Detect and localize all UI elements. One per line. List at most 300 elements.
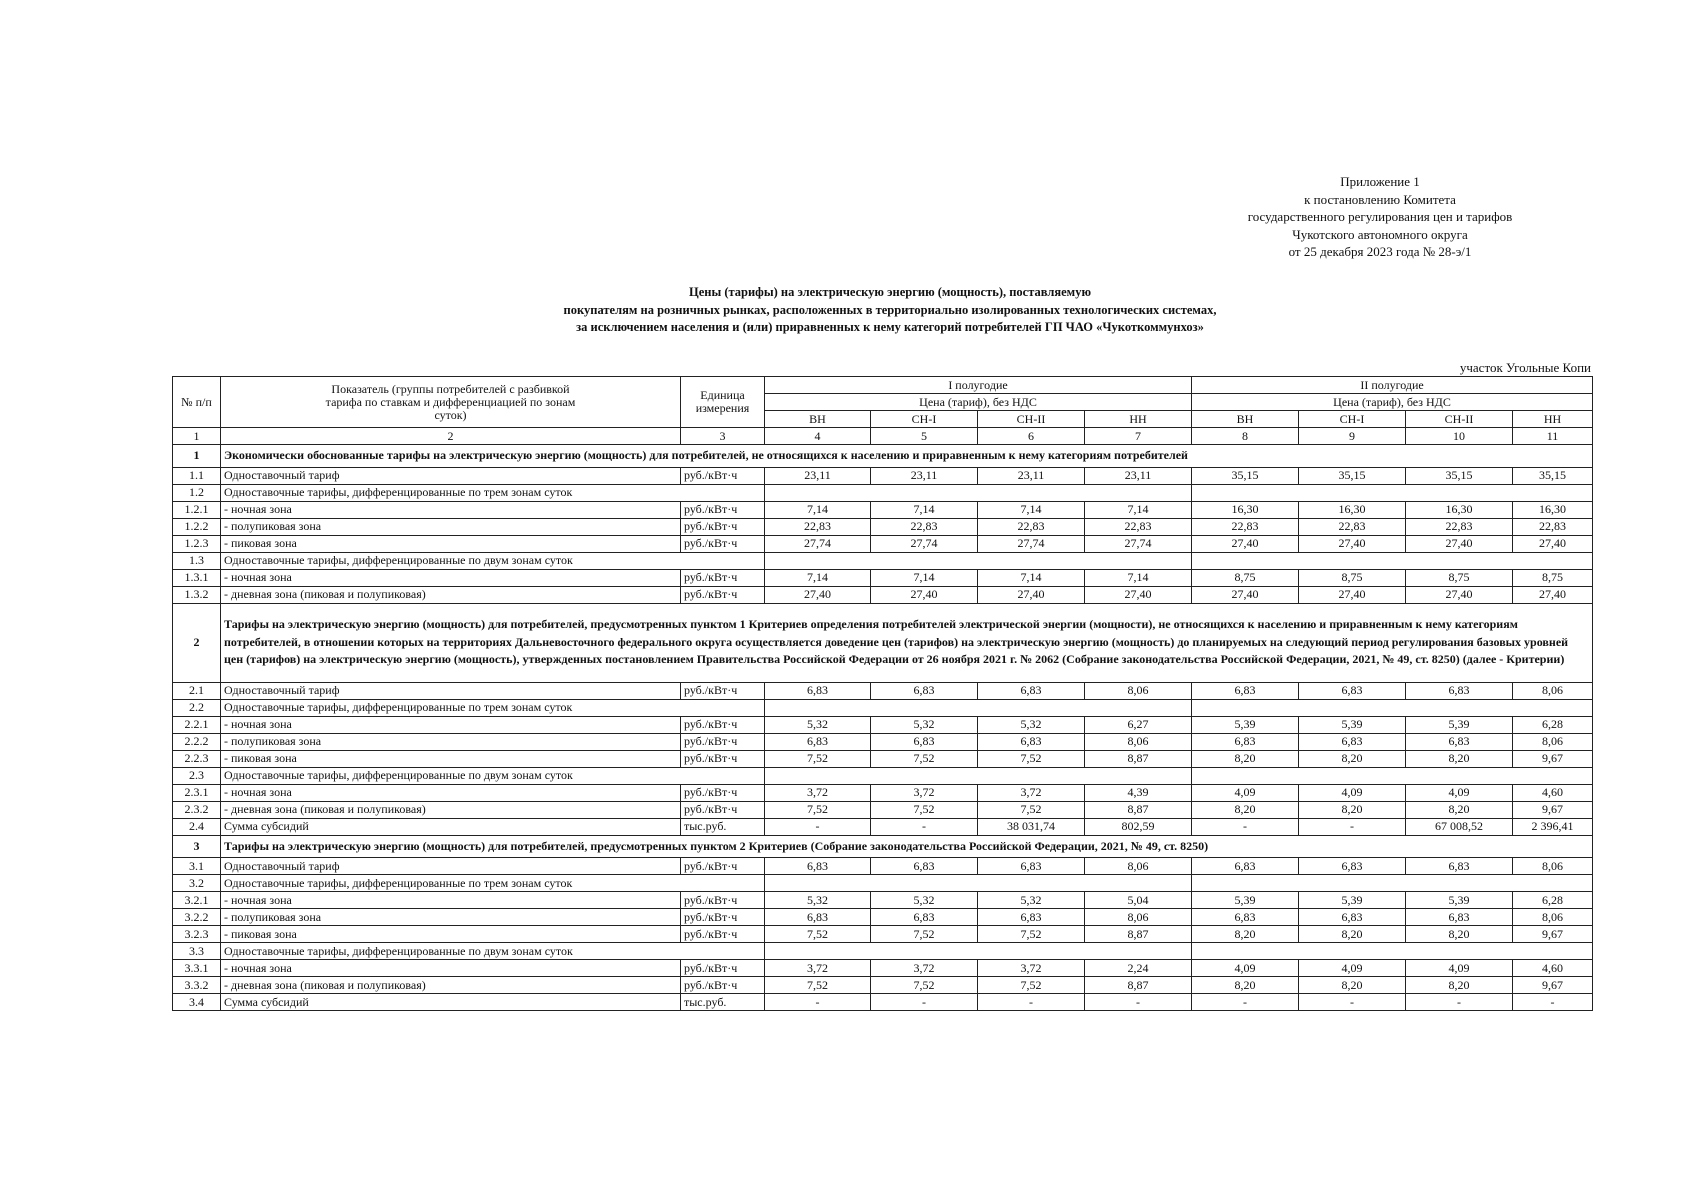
table-row bbox=[173, 818, 1593, 835]
column-number: 7 bbox=[1085, 428, 1192, 445]
row-indicator: Сумма субсидий bbox=[221, 818, 681, 835]
value-cell: 27,40 bbox=[765, 586, 871, 603]
appendix-block bbox=[1220, 173, 1540, 261]
value-cell: 8,06 bbox=[1513, 682, 1593, 699]
table-row bbox=[173, 960, 1593, 977]
row-number: 1.2.1 bbox=[173, 501, 221, 518]
row-unit: руб./кВт·ч bbox=[681, 909, 765, 926]
value-cell: - bbox=[765, 818, 871, 835]
value-cell: 27,74 bbox=[978, 535, 1085, 552]
value-cell: 8,75 bbox=[1406, 569, 1513, 586]
value-cell: 3,72 bbox=[871, 784, 978, 801]
row-number: 3.4 bbox=[173, 994, 221, 1011]
row-number: 3.2.3 bbox=[173, 926, 221, 943]
table-row bbox=[173, 733, 1593, 750]
value-cell: 2,24 bbox=[1085, 960, 1192, 977]
value-cell: 9,67 bbox=[1513, 801, 1593, 818]
value-cell: 4,09 bbox=[1406, 784, 1513, 801]
table-row bbox=[173, 716, 1593, 733]
row-unit: руб./кВт·ч bbox=[681, 892, 765, 909]
value-cell: 5,32 bbox=[765, 716, 871, 733]
row-indicator: - ночная зона bbox=[221, 716, 681, 733]
value-cell: 7,14 bbox=[871, 569, 978, 586]
value-cell: 8,87 bbox=[1085, 926, 1192, 943]
value-cell: 8,20 bbox=[1192, 977, 1299, 994]
value-cell: 7,52 bbox=[978, 977, 1085, 994]
row-unit: руб./кВт·ч bbox=[681, 501, 765, 518]
row-indicator: Одноставочный тариф bbox=[221, 467, 681, 484]
appendix-line: Приложение 1 bbox=[1340, 174, 1420, 189]
section-heading: Экономически обоснованные тарифы на электрическую энергию (мощность) для потребителей, не относящихся к населению и приравненным к нему категориям потребителей bbox=[221, 445, 1593, 468]
header-unit: Единица измерения bbox=[681, 377, 765, 428]
row-indicator: Одноставочные тарифы, дифференцированные по двум зонам суток bbox=[221, 767, 681, 784]
row-number: 1.2 bbox=[173, 484, 221, 501]
value-cell: 22,83 bbox=[871, 518, 978, 535]
value-cell: 7,52 bbox=[978, 750, 1085, 767]
header-level: СН-II bbox=[1406, 411, 1513, 428]
value-cell: 27,40 bbox=[1192, 586, 1299, 603]
column-number: 6 bbox=[978, 428, 1085, 445]
table-row bbox=[173, 784, 1593, 801]
value-cell: 7,52 bbox=[978, 801, 1085, 818]
value-cell: 7,52 bbox=[978, 926, 1085, 943]
value-cell: 8,20 bbox=[1299, 977, 1406, 994]
value-cell: 8,20 bbox=[1406, 801, 1513, 818]
row-number: 3.3 bbox=[173, 943, 221, 960]
header-level: НН bbox=[1085, 411, 1192, 428]
value-cell: 6,83 bbox=[871, 858, 978, 875]
value-cell: 7,14 bbox=[978, 569, 1085, 586]
value-cell: 7,14 bbox=[765, 501, 871, 518]
group-row bbox=[173, 875, 1593, 892]
value-cell: 7,52 bbox=[765, 750, 871, 767]
table-row bbox=[173, 994, 1593, 1011]
table-row bbox=[173, 909, 1593, 926]
row-unit bbox=[681, 552, 765, 569]
value-cell: 5,39 bbox=[1299, 892, 1406, 909]
header-half-1: I полугодие bbox=[765, 377, 1192, 394]
value-cell: 8,20 bbox=[1299, 801, 1406, 818]
row-indicator: - ночная зона bbox=[221, 501, 681, 518]
value-cell: 8,20 bbox=[1406, 977, 1513, 994]
value-cell: 27,40 bbox=[1192, 535, 1299, 552]
value-cell: 7,14 bbox=[1085, 501, 1192, 518]
value-cell: 16,30 bbox=[1299, 501, 1406, 518]
value-cell: 6,83 bbox=[1406, 733, 1513, 750]
value-cell: - bbox=[1192, 818, 1299, 835]
row-unit bbox=[681, 699, 765, 716]
column-number: 10 bbox=[1406, 428, 1513, 445]
row-indicator: Одноставочный тариф bbox=[221, 682, 681, 699]
value-cell: 4,09 bbox=[1406, 960, 1513, 977]
row-unit: руб./кВт·ч bbox=[681, 586, 765, 603]
row-indicator: Одноставочные тарифы, дифференцированные по трем зонам суток bbox=[221, 875, 681, 892]
document-title bbox=[420, 284, 1360, 337]
row-number: 2.3.1 bbox=[173, 784, 221, 801]
value-cell: 8,06 bbox=[1513, 909, 1593, 926]
value-cell: 22,83 bbox=[1085, 518, 1192, 535]
row-empty bbox=[1192, 767, 1593, 784]
appendix-line: Чукотского автономного округа bbox=[1292, 226, 1468, 242]
header-level: ВН bbox=[1192, 411, 1299, 428]
table-row bbox=[173, 518, 1593, 535]
row-indicator: - ночная зона bbox=[221, 892, 681, 909]
row-unit: руб./кВт·ч bbox=[681, 535, 765, 552]
group-row bbox=[173, 943, 1593, 960]
row-indicator: - дневная зона (пиковая и полупиковая) bbox=[221, 801, 681, 818]
value-cell: 7,52 bbox=[765, 926, 871, 943]
value-cell: 22,83 bbox=[1513, 518, 1593, 535]
value-cell: 8,20 bbox=[1299, 750, 1406, 767]
row-indicator: Одноставочные тарифы, дифференцированные по трем зонам суток bbox=[221, 484, 681, 501]
value-cell: 16,30 bbox=[1406, 501, 1513, 518]
value-cell: 5,39 bbox=[1192, 716, 1299, 733]
row-indicator: - пиковая зона bbox=[221, 535, 681, 552]
row-number: 3.2 bbox=[173, 875, 221, 892]
value-cell: - bbox=[1299, 818, 1406, 835]
row-empty bbox=[765, 699, 1192, 716]
value-cell: 6,83 bbox=[1299, 858, 1406, 875]
row-empty bbox=[765, 767, 1192, 784]
value-cell: 6,28 bbox=[1513, 892, 1593, 909]
value-cell: 9,67 bbox=[1513, 926, 1593, 943]
value-cell: 5,32 bbox=[978, 892, 1085, 909]
title-line: Цены (тарифы) на электрическую энергию (мощность), поставляемую bbox=[688, 285, 1092, 299]
header-num: № п/п bbox=[173, 377, 221, 428]
value-cell: 6,83 bbox=[1192, 858, 1299, 875]
table-row bbox=[173, 926, 1593, 943]
row-unit bbox=[681, 943, 765, 960]
row-indicator: Сумма субсидий bbox=[221, 994, 681, 1011]
header-row bbox=[173, 377, 1593, 394]
row-number: 2.4 bbox=[173, 818, 221, 835]
value-cell: 3,72 bbox=[978, 960, 1085, 977]
column-number: 9 bbox=[1299, 428, 1406, 445]
value-cell: 7,14 bbox=[871, 501, 978, 518]
value-cell: 5,32 bbox=[871, 716, 978, 733]
value-cell: 6,83 bbox=[871, 682, 978, 699]
header-level: СН-I bbox=[871, 411, 978, 428]
value-cell: 4,09 bbox=[1192, 960, 1299, 977]
value-cell: 9,67 bbox=[1513, 977, 1593, 994]
row-unit: руб./кВт·ч bbox=[681, 716, 765, 733]
value-cell: 8,06 bbox=[1085, 682, 1192, 699]
value-cell: 6,83 bbox=[1299, 909, 1406, 926]
table-row bbox=[173, 858, 1593, 875]
value-cell: 3,72 bbox=[765, 960, 871, 977]
value-cell: - bbox=[871, 994, 978, 1011]
row-indicator: - пиковая зона bbox=[221, 750, 681, 767]
table-row bbox=[173, 892, 1593, 909]
value-cell: 7,52 bbox=[871, 977, 978, 994]
value-cell: 23,11 bbox=[978, 467, 1085, 484]
value-cell: 6,83 bbox=[1406, 909, 1513, 926]
row-unit: руб./кВт·ч bbox=[681, 926, 765, 943]
row-unit: руб./кВт·ч bbox=[681, 977, 765, 994]
row-number: 1.1 bbox=[173, 467, 221, 484]
value-cell: 3,72 bbox=[765, 784, 871, 801]
column-number-row bbox=[173, 428, 1593, 445]
row-number: 3.3.2 bbox=[173, 977, 221, 994]
value-cell: 22,83 bbox=[1299, 518, 1406, 535]
title-line: покупателям на розничных рынках, расположенных в территориально изолированных технологических системах, bbox=[563, 302, 1217, 317]
section-row bbox=[173, 835, 1593, 858]
column-number: 3 bbox=[681, 428, 765, 445]
table-row bbox=[173, 569, 1593, 586]
value-cell: 6,83 bbox=[978, 733, 1085, 750]
row-number: 2.2.1 bbox=[173, 716, 221, 733]
column-number: 2 bbox=[221, 428, 681, 445]
value-cell: 27,40 bbox=[1513, 535, 1593, 552]
appendix-line: к постановлению Комитета bbox=[1304, 191, 1456, 207]
value-cell: - bbox=[871, 818, 978, 835]
row-number: 3 bbox=[173, 835, 221, 858]
appendix-line: от 25 декабря 2023 года № 28-э/1 bbox=[1288, 244, 1472, 259]
row-indicator: - ночная зона bbox=[221, 784, 681, 801]
column-number: 1 bbox=[173, 428, 221, 445]
group-row bbox=[173, 484, 1593, 501]
table-row bbox=[173, 682, 1593, 699]
value-cell: 27,74 bbox=[871, 535, 978, 552]
value-cell: 9,67 bbox=[1513, 750, 1593, 767]
value-cell: 8,87 bbox=[1085, 977, 1192, 994]
row-unit: тыс.руб. bbox=[681, 994, 765, 1011]
value-cell: 8,06 bbox=[1085, 733, 1192, 750]
value-cell: 7,14 bbox=[765, 569, 871, 586]
row-indicator: - дневная зона (пиковая и полупиковая) bbox=[221, 586, 681, 603]
header-half-2: II полугодие bbox=[1192, 377, 1593, 394]
row-empty bbox=[765, 875, 1192, 892]
table-row bbox=[173, 467, 1593, 484]
header-price-1: Цена (тариф), без НДС bbox=[765, 394, 1192, 411]
value-cell: 23,11 bbox=[1085, 467, 1192, 484]
value-cell: - bbox=[1085, 994, 1192, 1011]
row-indicator: - полупиковая зона bbox=[221, 909, 681, 926]
row-indicator: Одноставочные тарифы, дифференцированные по двум зонам суток bbox=[221, 943, 681, 960]
value-cell: 5,32 bbox=[978, 716, 1085, 733]
row-unit: руб./кВт·ч bbox=[681, 733, 765, 750]
row-indicator: - ночная зона bbox=[221, 569, 681, 586]
value-cell: 35,15 bbox=[1406, 467, 1513, 484]
value-cell: 4,60 bbox=[1513, 960, 1593, 977]
row-number: 1 bbox=[173, 445, 221, 468]
group-row bbox=[173, 767, 1593, 784]
value-cell: 5,39 bbox=[1406, 892, 1513, 909]
value-cell: 802,59 bbox=[1085, 818, 1192, 835]
value-cell: 8,75 bbox=[1299, 569, 1406, 586]
value-cell: 6,83 bbox=[765, 858, 871, 875]
section-row bbox=[173, 603, 1593, 682]
value-cell: 27,40 bbox=[1299, 535, 1406, 552]
value-cell: 6,83 bbox=[978, 682, 1085, 699]
row-unit: руб./кВт·ч bbox=[681, 801, 765, 818]
title-line: за исключением населения и (или) приравненных к нему категорий потребителей ГП ЧАО «Чукоткоммунхоз» bbox=[576, 320, 1204, 334]
value-cell: 4,09 bbox=[1299, 784, 1406, 801]
row-empty bbox=[1192, 943, 1593, 960]
value-cell: 6,27 bbox=[1085, 716, 1192, 733]
value-cell: 4,39 bbox=[1085, 784, 1192, 801]
value-cell: 22,83 bbox=[978, 518, 1085, 535]
value-cell: 7,52 bbox=[871, 750, 978, 767]
value-cell: 4,60 bbox=[1513, 784, 1593, 801]
value-cell: 16,30 bbox=[1192, 501, 1299, 518]
row-number: 3.3.1 bbox=[173, 960, 221, 977]
value-cell: 8,75 bbox=[1513, 569, 1593, 586]
value-cell: 5,39 bbox=[1406, 716, 1513, 733]
tariff-table bbox=[172, 376, 1593, 1011]
value-cell: 6,83 bbox=[1299, 733, 1406, 750]
value-cell: 8,87 bbox=[1085, 750, 1192, 767]
row-unit: руб./кВт·ч bbox=[681, 858, 765, 875]
value-cell: 4,09 bbox=[1192, 784, 1299, 801]
value-cell: 38 031,74 bbox=[978, 818, 1085, 835]
value-cell: 35,15 bbox=[1192, 467, 1299, 484]
value-cell: - bbox=[978, 994, 1085, 1011]
header-level: ВН bbox=[765, 411, 871, 428]
value-cell: 27,40 bbox=[978, 586, 1085, 603]
value-cell: 35,15 bbox=[1513, 467, 1593, 484]
value-cell: 22,83 bbox=[765, 518, 871, 535]
value-cell: 8,20 bbox=[1192, 801, 1299, 818]
value-cell: 8,06 bbox=[1085, 858, 1192, 875]
value-cell: 6,83 bbox=[1406, 858, 1513, 875]
value-cell: 7,52 bbox=[871, 801, 978, 818]
value-cell: 8,06 bbox=[1085, 909, 1192, 926]
column-number: 4 bbox=[765, 428, 871, 445]
row-number: 3.1 bbox=[173, 858, 221, 875]
row-number: 2.3.2 bbox=[173, 801, 221, 818]
value-cell: 8,20 bbox=[1406, 926, 1513, 943]
value-cell: 6,83 bbox=[1192, 682, 1299, 699]
value-cell: 6,83 bbox=[1406, 682, 1513, 699]
value-cell: 16,30 bbox=[1513, 501, 1593, 518]
table-row bbox=[173, 586, 1593, 603]
row-unit bbox=[681, 875, 765, 892]
value-cell: 23,11 bbox=[871, 467, 978, 484]
section-heading: Тарифы на электрическую энергию (мощность) для потребителей, предусмотренных пунктом 2 Критериев (Собрание законодательства Российской Федерации, 2021, № 49, ст. 8250) bbox=[221, 835, 1593, 858]
row-number: 1.2.3 bbox=[173, 535, 221, 552]
header-level: СН-II bbox=[978, 411, 1085, 428]
value-cell: 4,09 bbox=[1299, 960, 1406, 977]
table-row bbox=[173, 801, 1593, 818]
table-row bbox=[173, 750, 1593, 767]
value-cell: 7,14 bbox=[1085, 569, 1192, 586]
row-empty bbox=[765, 943, 1192, 960]
row-indicator: Одноставочные тарифы, дифференцированные по двум зонам суток bbox=[221, 552, 681, 569]
value-cell: 8,87 bbox=[1085, 801, 1192, 818]
value-cell: 2 396,41 bbox=[1513, 818, 1593, 835]
value-cell: 8,20 bbox=[1192, 926, 1299, 943]
row-number: 1.3 bbox=[173, 552, 221, 569]
row-unit: тыс.руб. bbox=[681, 818, 765, 835]
section-row bbox=[173, 445, 1593, 468]
table-row bbox=[173, 977, 1593, 994]
value-cell: 22,83 bbox=[1192, 518, 1299, 535]
value-cell: 8,20 bbox=[1192, 750, 1299, 767]
column-number: 8 bbox=[1192, 428, 1299, 445]
value-cell: 6,83 bbox=[871, 909, 978, 926]
row-empty bbox=[1192, 875, 1593, 892]
value-cell: 6,83 bbox=[1192, 733, 1299, 750]
value-cell: 5,39 bbox=[1192, 892, 1299, 909]
row-unit bbox=[681, 767, 765, 784]
row-unit: руб./кВт·ч bbox=[681, 569, 765, 586]
value-cell: 8,75 bbox=[1192, 569, 1299, 586]
row-indicator: - пиковая зона bbox=[221, 926, 681, 943]
value-cell: 6,83 bbox=[978, 909, 1085, 926]
value-cell: 5,32 bbox=[871, 892, 978, 909]
row-number: 3.2.1 bbox=[173, 892, 221, 909]
column-number: 11 bbox=[1513, 428, 1593, 445]
row-empty bbox=[1192, 484, 1593, 501]
row-empty bbox=[765, 552, 1192, 569]
value-cell: 7,52 bbox=[871, 926, 978, 943]
row-number: 2.2.2 bbox=[173, 733, 221, 750]
value-cell: - bbox=[1192, 994, 1299, 1011]
value-cell: 7,14 bbox=[978, 501, 1085, 518]
header-indicator: Показатель (группы потребителей с разбивкой тарифа по ставкам и дифференциацией по зонам суток) bbox=[221, 377, 681, 428]
value-cell: 27,40 bbox=[1406, 586, 1513, 603]
row-unit: руб./кВт·ч bbox=[681, 467, 765, 484]
value-cell: 5,32 bbox=[765, 892, 871, 909]
value-cell: 27,40 bbox=[1085, 586, 1192, 603]
value-cell: 6,28 bbox=[1513, 716, 1593, 733]
value-cell: 23,11 bbox=[765, 467, 871, 484]
value-cell: 6,83 bbox=[1192, 909, 1299, 926]
column-number: 5 bbox=[871, 428, 978, 445]
header-level: НН bbox=[1513, 411, 1593, 428]
row-unit: руб./кВт·ч bbox=[681, 750, 765, 767]
value-cell: 3,72 bbox=[871, 960, 978, 977]
row-indicator: - ночная зона bbox=[221, 960, 681, 977]
value-cell: 27,40 bbox=[1513, 586, 1593, 603]
row-number: 1.3.2 bbox=[173, 586, 221, 603]
appendix-line: государственного регулирования цен и тарифов bbox=[1247, 209, 1513, 224]
row-indicator: Одноставочные тарифы, дифференцированные по трем зонам суток bbox=[221, 699, 681, 716]
value-cell: 8,20 bbox=[1299, 926, 1406, 943]
row-unit: руб./кВт·ч bbox=[681, 784, 765, 801]
value-cell: 27,40 bbox=[1299, 586, 1406, 603]
row-number: 2.1 bbox=[173, 682, 221, 699]
value-cell: 7,52 bbox=[765, 801, 871, 818]
row-unit: руб./кВт·ч bbox=[681, 682, 765, 699]
value-cell: 27,74 bbox=[1085, 535, 1192, 552]
value-cell: 6,83 bbox=[1299, 682, 1406, 699]
value-cell: 5,04 bbox=[1085, 892, 1192, 909]
row-number: 2.3 bbox=[173, 767, 221, 784]
row-number: 1.2.2 bbox=[173, 518, 221, 535]
site-label: участок Угольные Копи bbox=[1459, 360, 1591, 375]
group-row bbox=[173, 699, 1593, 716]
row-indicator: - полупиковая зона bbox=[221, 518, 681, 535]
value-cell: 3,72 bbox=[978, 784, 1085, 801]
header-level: СН-I bbox=[1299, 411, 1406, 428]
value-cell: - bbox=[765, 994, 871, 1011]
value-cell: 67 008,52 bbox=[1406, 818, 1513, 835]
value-cell: 6,83 bbox=[978, 858, 1085, 875]
value-cell: - bbox=[1406, 994, 1513, 1011]
value-cell: - bbox=[1299, 994, 1406, 1011]
value-cell: 6,83 bbox=[765, 733, 871, 750]
section-heading: Тарифы на электрическую энергию (мощность) для потребителей, предусмотренных пунктом 1 Критериев определения потребителей электрической энергии (мощности), не относящихся к населению и приравненным к нему категориям потребителей, в отношении которых на территориях Дальневосточного федерального округа осуществляется доведение цен (тарифов) на электрическую энергию (мощность) до планируемых на следующий период регулирования базовых уровней цен (тарифов) на электрическую энергию (мощность), утвержденных постановлением Правительства Российской Федерации от 26 ноября 2021 г. № 2062 (Собрание законодательства Российской Федерации, 2021, № 49, ст. 8250) (далее - Критерии) bbox=[221, 603, 1593, 682]
row-number: 3.2.2 bbox=[173, 909, 221, 926]
row-empty bbox=[1192, 699, 1593, 716]
value-cell: 6,83 bbox=[765, 909, 871, 926]
value-cell: 35,15 bbox=[1299, 467, 1406, 484]
row-unit: руб./кВт·ч bbox=[681, 518, 765, 535]
value-cell: 8,06 bbox=[1513, 858, 1593, 875]
table-row bbox=[173, 535, 1593, 552]
